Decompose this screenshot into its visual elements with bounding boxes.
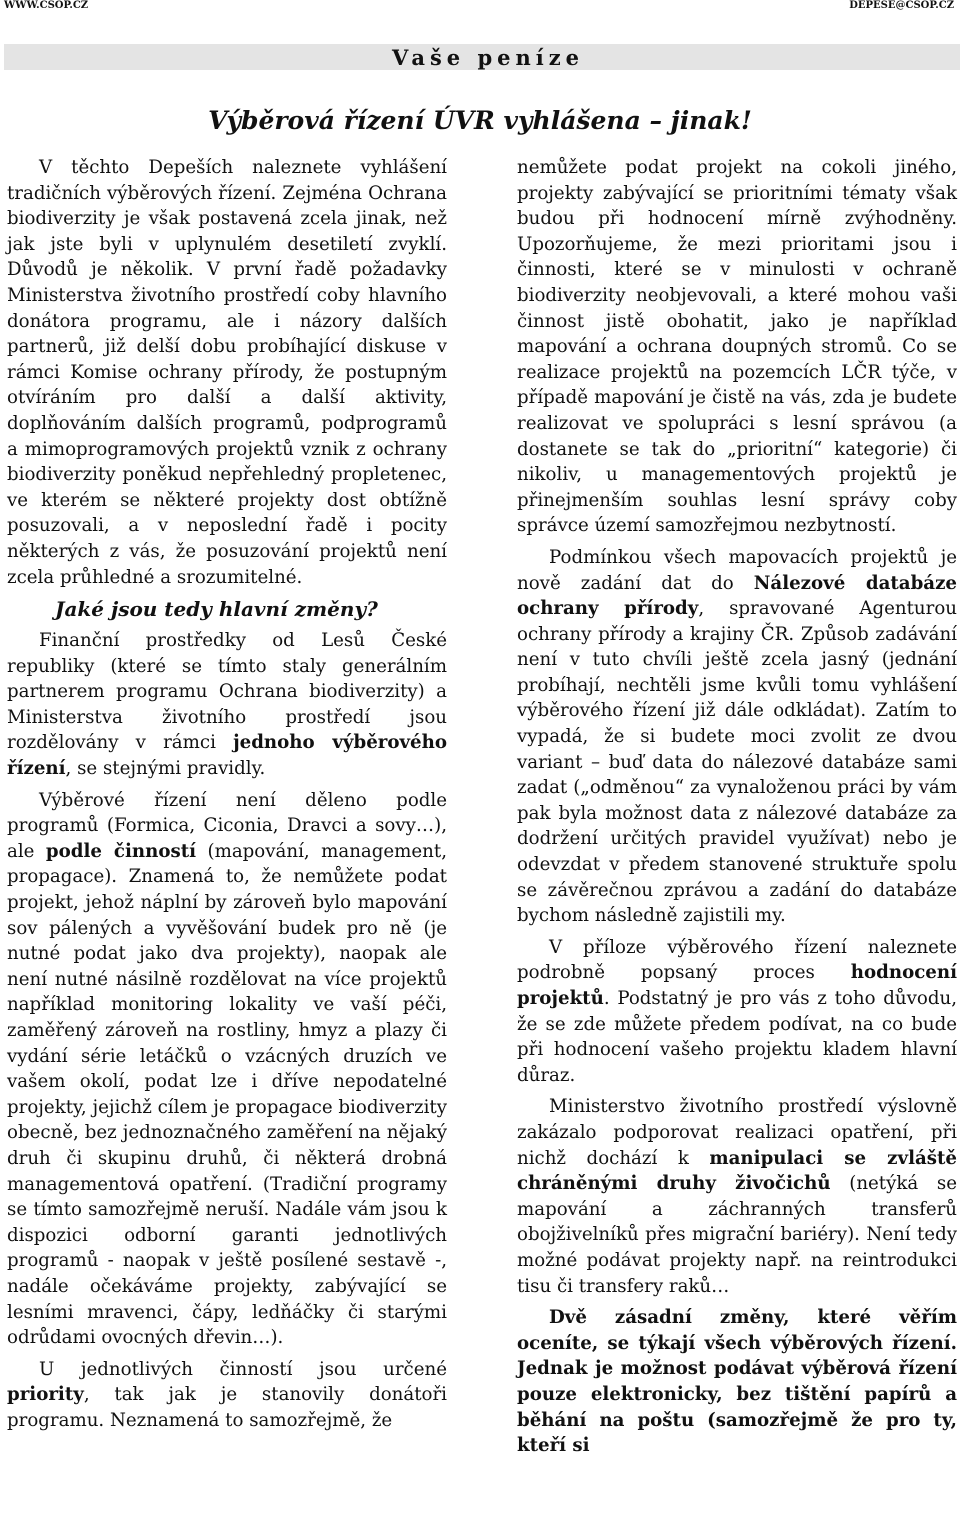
- emphasis: jednoho výběrového řízení: [7, 732, 447, 780]
- site-url: WWW.CSOP.CZ: [4, 0, 89, 11]
- left-column: [7, 155, 447, 1440]
- paragraph: U jednotlivých činností jsou určené priority, tak jak je stanovily donátoři programu. Neznamená to samozřejmě, že: [7, 1358, 447, 1431]
- contact-email: DEPESE@CSOP.CZ: [849, 0, 954, 11]
- paragraph: Výběrové řízení není děleno podle programů (Formica, Ciconia, Dravci a sovy…), ale podle činností (mapování, management, propagace). Znamená to, že nemůžete podat projekt, jehož náplní by zároveň bylo mapování sov pálených a vyvěšování budek pro ně (je nutné podat jako dva projekty), naopak ale není nutné násilně rozdělovat na více projektů například monitoring lokality ve vaší péči, zaměřený zároveň na rostliny, hmyz a plazy či vydání série letáčků o vzácných druzích ve vašem okolí, podat lze i dříve nepodatelné projekty, jejichž cílem je propagace biodiverzity obecně, bez jednoznačného zaměření na nějaký druh či skupinu druhů, či některá drobná managementová opatření. (Tradiční programy se tímto samozřejmě neruší. Nadále vám jsou k dispozici odborní garanti jednotlivých programů - naopak v ještě posílené sestavě -, nadále očekáváme projekty, zabývající se lesními mravenci, čápy, ledňáčky či starými odrůdami ovocných dřevin…).: [7, 789, 447, 1349]
- emphasis: podle činností: [45, 840, 197, 862]
- emphasis: manipulaci se zvláště chráněnými druhy živočichů: [517, 1147, 957, 1195]
- paragraph: V příloze výběrového řízení naleznete podrobně popsaný proces hodnocení projektů. Podstatný je pro vás z toho důvodu, že se zde můžete předem podívat, na co bude při hodnocení vašeho projektu kladem hlavní důraz.: [517, 936, 957, 1086]
- paragraph: Podmínkou všech mapovacích projektů je nově zadání dat do Nálezové databáze ochrany přírody, spravované Agenturou ochrany přírody a krajiny ČR. Způsob zadávání není v tuto chvíli ještě zcela jasný (jednání probíhají, nechtěli jsme kvůli tomu vyhlášení výběrového řízení již dále odkládat). Zatím to vypadá, že si budete moci zvolit ze dvou variant – buď data do nálezové databáze sami zadat („odměnou“ za vynaloženou práci by vám pak byla možnost data z nálezové databáze za dodržení určitých pravidel využívat) nebo je odevzdat v předem stanovené struktuře spolu se závěrečnou zprávou a zadání do databáze bychom následně zajistili my.: [517, 546, 957, 927]
- emphasis: Nálezové databáze ochrany přírody: [517, 572, 957, 620]
- paragraph: nemůžete podat projekt na cokoli jiného, projekty zabývající se prioritními tématy však budou při hodnocení mírně zvýhodněny. Upozorňujeme, že mezi prioritami jsou i činnosti, které se v minulosti v ochraně biodiverzity neobjevovali, a které mohou vaši činnost jistě obohatit, jako je například mapování a ochrana doupných stromů. Co se realizace projektů na pozemcích LČR týče, v případě mapování je čistě na vás, zda je budete realizovat ve spolupráci s lesní správou (a dostanete se tak do „prioritní“ kategorie) či nikoliv, u managementových projektů je přinejmenším souhlas lesní správy coby správce území samozřejmou nezbytností.: [517, 157, 957, 537]
- page-header: [0, 0, 960, 14]
- paragraph: Ministerstvo životního prostředí výslovně zakázalo podporovat realizaci opatření, při nichž dochází k manipulaci se zvláště chráněnými druhy živočichů (netýká se mapování a záchranných transferů obojživelníků přes migrační bariéry). Není tedy možné podávat projekty např. na reintrodukci tisu či transfery raků…: [517, 1096, 957, 1297]
- right-column: [517, 155, 957, 1465]
- article-title: Výběrová řízení ÚVR vyhlášena – jinak!: [208, 106, 752, 135]
- paragraph-bold: Dvě zásadní změny, které věřím oceníte, se týkají všech výběrových řízení. Jednak je možnost podávat výběrová řízení pouze elektronicky, bez tištění papírů a běhání na poštu (samozřejmě že pro ty, kteří si: [517, 1307, 957, 1457]
- emphasis: hodnocení projektů: [517, 962, 957, 1009]
- section-banner: [4, 44, 960, 70]
- paragraph: V těchto Depeších naleznete vyhlášení tradičních výběrových řízení. Zejména Ochrana biodiverzity je však postavená zcela jinak, než jak jste byli v uplynulém desetiletí zvyklí. Důvodů je několik. V první řadě požadavky Ministerstva životního prostředí coby hlavního donátora programu, ale i názory dalších partnerů, již delší dobu probíhající diskuse v rámci Komise ochrany přírody, že postupným otvíráním pro další a další aktivity, doplňováním dalších programů, podprogramů a mimoprogramových projektů vznik z ochrany biodiverzity poněkud nepřehledný propletenec, ve kterém se některé projekty dost obtížně posuzovali, a v neposlední řadě i pocity některých z vás, že posuzování projektů není zcela průhledné a srozumitelné.: [7, 157, 447, 588]
- section-title: Vaše peníze: [392, 45, 585, 70]
- emphasis: priority: [7, 1384, 84, 1406]
- paragraph: Finanční prostředky od Lesů České republiky (které se tímto staly generálním partnerem programu Ochrana biodiverzity) a Ministerstva životního prostředí jsou rozdělovány v rámci jednoho výběrového řízení, se stejnými pravidly.: [7, 630, 447, 780]
- section-heading: Jaké jsou tedy hlavní změny?: [55, 597, 378, 622]
